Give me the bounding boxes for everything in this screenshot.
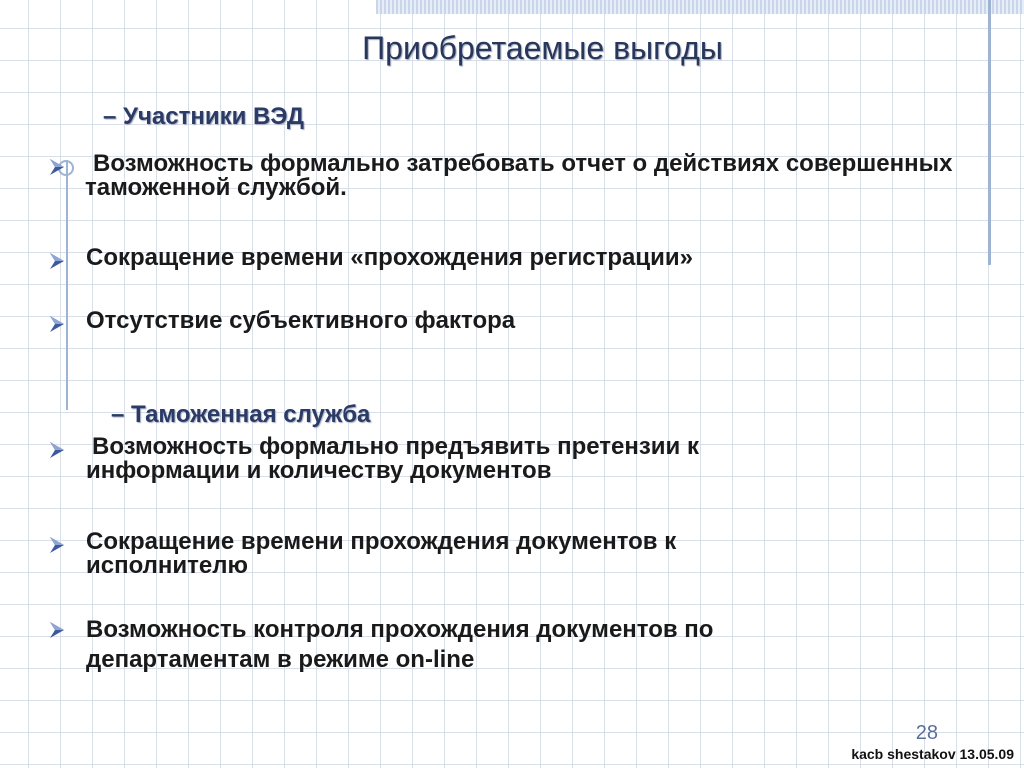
section-heading-participants: – Участники ВЭД: [103, 103, 304, 130]
arrow-right-icon: [48, 621, 66, 639]
bullet-item: [48, 530, 998, 578]
bullet-item: [48, 246, 998, 270]
bullet-text: Возможность формально затребовать отчет о действиях совершенных таможенной службой.: [85, 150, 953, 201]
bullet-text: Сокращение времени прохождения документов к исполнителю: [86, 528, 677, 579]
bullet-item: [48, 615, 998, 675]
slide-title: Приобретаемые выгоды: [362, 30, 723, 66]
bullet-item: [48, 435, 998, 483]
bullet-text: Отсутствие субъективного фактора: [86, 307, 516, 334]
bullet-item: [48, 309, 998, 333]
page-number: 28: [915, 722, 938, 744]
arrow-right-icon: [48, 536, 66, 554]
bullet-item: [48, 152, 998, 200]
arrow-right-icon: [48, 158, 66, 176]
arrow-right-icon: [48, 441, 66, 459]
bullet-text: Возможность контроля прохождения документов по департаментам в режиме on-line: [86, 616, 714, 673]
bullet-text: Сокращение времени «прохождения регистрации»: [86, 244, 693, 271]
arrow-right-icon: [48, 315, 66, 333]
arrow-right-icon: [48, 252, 66, 270]
bullet-text: Возможность формально предъявить претензии к информации и количеству документов: [86, 433, 699, 484]
section-heading-customs-service: – Таможенная служба: [111, 401, 371, 428]
top-decorative-band: [376, 0, 1024, 14]
footer-credit: kacb shestakov 13.05.09: [851, 746, 1014, 762]
